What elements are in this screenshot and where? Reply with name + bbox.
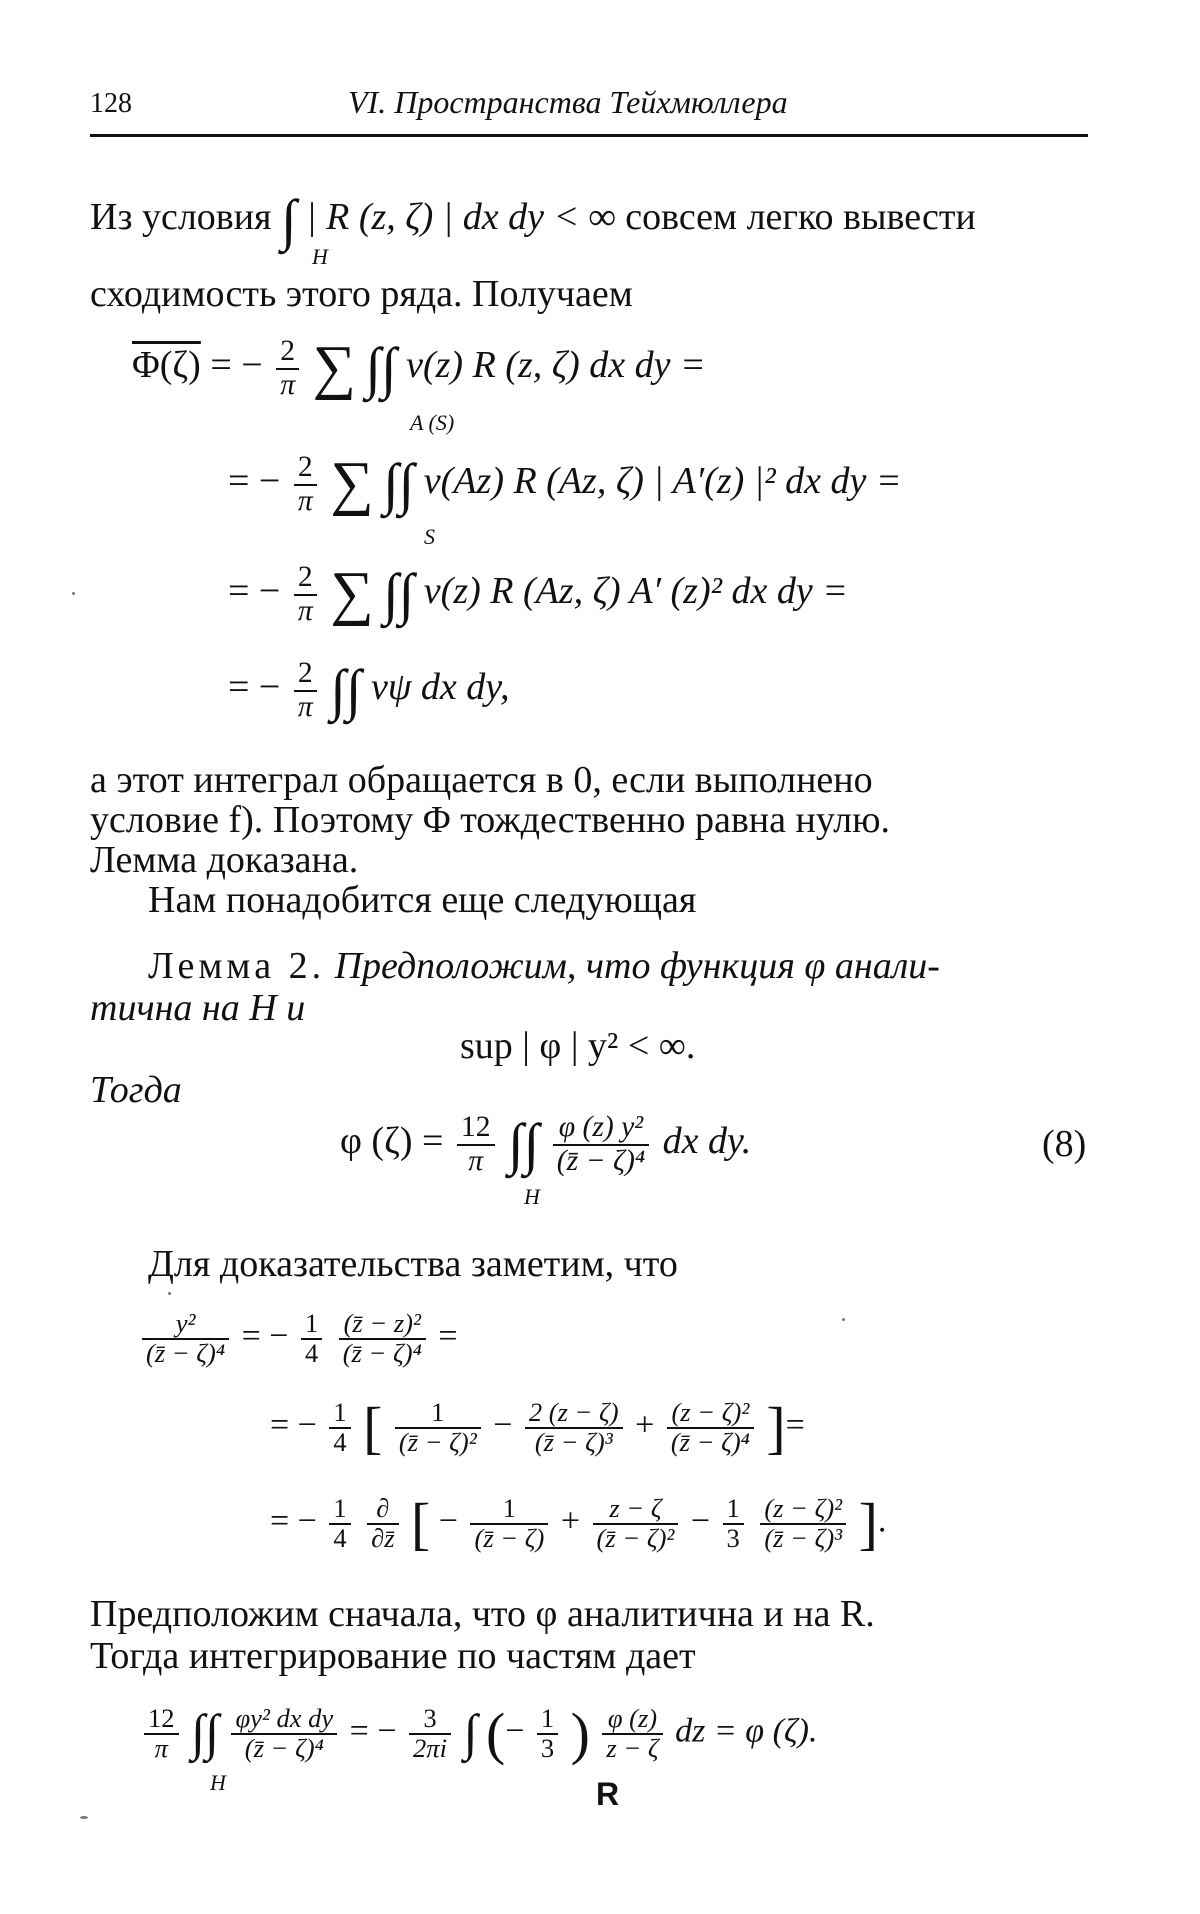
final-phi-fraction: $\frac{\varphi (z)}{z - \zeta}$	[602, 1705, 662, 1763]
phi-line4-expr: vψ dx dy,	[370, 666, 510, 709]
para1-line-1: а этот интеграл обращается в 0, если выполнено	[90, 759, 873, 801]
d3-coef-third: $\frac{1}{3}$	[723, 1495, 744, 1553]
d3-term-b: $\frac{z - \zeta}{\text{(z̄ − ζ)²}}$	[593, 1495, 679, 1553]
intro-condition: | R (z, ζ) | dx dy < ∞	[306, 196, 616, 239]
derivation-line-1: $\frac{\text{y²}}{\text{(z̄ − ζ)⁴}}$ = − $\frac{1}{4}$ $\frac{\text{(z̄ − z)²}}{\text{(z̄ − ζ)⁴}}$ =	[138, 1310, 458, 1368]
d2-term-a: $\frac{1}{\text{(z̄ − ζ)²}}$	[395, 1399, 481, 1457]
phi-line1-expr: v(z) R (z, ζ) dx dy =	[406, 344, 706, 387]
intro-text-b: совсем легко вывести	[625, 196, 976, 239]
final-coef: $\frac{12}{\pi}$	[144, 1705, 179, 1763]
phi-line3-expr: v(z) R (Az, ζ) A′ (z)² dx dy =	[423, 570, 848, 613]
para3-line-1: Предположим сначала, что φ аналитична и на R.	[90, 1593, 875, 1635]
sup-condition: sup | φ | y² < ∞.	[460, 1025, 696, 1067]
fraction-coef: $\frac{2}{\pi}$	[276, 336, 299, 400]
fraction-coef: $\frac{2}{\pi}$	[294, 452, 317, 516]
final-left-fraction: $\frac{\text{φy² dx dy}}{\text{(z̄ − ζ)⁴}}$	[231, 1705, 337, 1763]
text-line-2: сходимость этого ряда. Получаем	[90, 273, 633, 315]
d1-fraction: $\frac{\text{(z̄ − z)²}}{\text{(z̄ − ζ)⁴}}$	[339, 1310, 426, 1368]
eq8-subscript: H	[524, 1184, 540, 1209]
eq8-coef: $\frac{12}{\pi}$	[457, 1112, 495, 1176]
proof-intro: Для доказательства заметим, что	[148, 1243, 678, 1285]
final-subscript-r: R	[596, 1776, 620, 1812]
eq8-lhs: φ (ζ) =	[340, 1120, 444, 1163]
equation-number: (8)	[1042, 1123, 1087, 1165]
page-number: 128	[90, 88, 132, 119]
final-third: $\frac{1}{3}$	[537, 1705, 558, 1763]
intro-line	[90, 188, 976, 253]
derivation-line-3: = − $\frac{1}{4}$ $\frac{\partial}{\partial z̄}$ [ − $\frac{1}{(z̄ - \zeta)}$ + $\frac{z - \zeta}{\text{(z̄ − ζ)²}}$ − $\frac{1}{3}$ $\frac{\text{(z − ζ)²}}{\text{(z̄ − ζ)³}}$ ].	[270, 1491, 887, 1556]
phi-equation-line-3: = − $\frac{2}{\pi}$ ∑ ∫∫ v(z) R (Az, ζ) A′ (z)² dx dy =	[228, 560, 848, 628]
lemma-text-1: Предположим, что функция φ анали-	[334, 945, 940, 987]
para2: Нам понадобится еще следующая	[148, 879, 697, 921]
lemma-2-line-2: тична на H и	[90, 987, 306, 1029]
d1-lhs: $\frac{\text{y²}}{\text{(z̄ − ζ)⁴}}$	[142, 1310, 229, 1368]
eq8-fraction: $\frac{\text{φ (z) y²}}{\text{(z̄ − ζ)⁴}}$	[553, 1112, 649, 1176]
intro-subscript: H	[312, 244, 328, 269]
chapter-title: VI. Пространства Тейхмюллера	[348, 84, 788, 120]
phi-line2-expr: v(Az) R (Az, ζ) | A′(z) |² dx dy =	[423, 460, 902, 503]
lemma-2-line-1	[148, 944, 940, 988]
final-equation: $\frac{12}{\pi}$ ∫∫ $\frac{\text{φy² dx dy}}{\text{(z̄ − ζ)⁴}}$ = − $\frac{3}{2\pi i}$ ∫ (− $\frac{1}{3}$ ) $\frac{\varphi (z)}{z - \zeta}$ dz = φ (ζ).	[140, 1700, 818, 1767]
d3-operator: $\frac{\partial}{\partial z̄}$	[367, 1495, 398, 1553]
scan-speck	[72, 592, 75, 595]
then-label: Тогда	[90, 1069, 182, 1111]
phi-equation-line-2: = − $\frac{2}{\pi}$ ∑ ∫∫ v(Az) R (Az, ζ) | A′(z) |² dx dy =	[228, 450, 902, 518]
scan-speck	[168, 1292, 171, 1295]
para1-line-3: Лемма доказана.	[90, 839, 359, 881]
d3-term-a: $\frac{1}{(z̄ - \zeta)}$	[470, 1495, 548, 1553]
intro-text-a: Из условия	[90, 196, 272, 239]
equation-8: φ (ζ) = $\frac{12}{\pi}$ ∫∫ $\frac{\text{φ (z) y²}}{\text{(z̄ − ζ)⁴}}$ dx dy.	[340, 1111, 752, 1177]
d2-term-b: $\frac{2 (z - \zeta)}{\text{(z̄ − ζ)³}}$	[525, 1399, 623, 1457]
phi-line2-subscript: S	[424, 524, 435, 549]
phi-equation-line-4: = − $\frac{2}{\pi}$ ∫∫ vψ dx dy,	[228, 657, 510, 723]
header-rule	[90, 134, 1088, 137]
integral-sign: ∫	[281, 189, 297, 252]
eq8-tail: dx dy.	[662, 1120, 752, 1163]
phi-equation-line-1: Φ(ζ) = − $\frac{2}{\pi}$ ∑ ∫∫ v(z) R (z, ζ) dx dy =	[132, 334, 706, 402]
d2-coef: $\frac{1}{4}$	[329, 1399, 350, 1457]
phi-lhs: Φ(ζ)	[132, 344, 201, 387]
fraction-coef: $\frac{2}{\pi}$	[294, 658, 317, 722]
d1-coef: $\frac{1}{4}$	[301, 1310, 322, 1368]
lemma-heading: Лемма 2.	[148, 945, 326, 987]
final-right-coef: $\frac{3}{2\pi i}$	[409, 1705, 451, 1763]
phi-line1-subscript: A (S)	[410, 410, 455, 435]
scan-speck	[80, 1816, 88, 1819]
final-tail: dz = φ (ζ).	[675, 1712, 818, 1750]
fraction-coef: $\frac{2}{\pi}$	[294, 562, 317, 626]
d3-coef: $\frac{1}{4}$	[329, 1495, 350, 1553]
d2-term-c: $\frac{\text{(z − ζ)²}}{\text{(z̄ − ζ)⁴}}$	[667, 1399, 754, 1457]
derivation-line-2: = − $\frac{1}{4}$ [ $\frac{1}{\text{(z̄ − ζ)²}}$ − $\frac{2 (z - \zeta)}{\text{(z̄ − ζ)³}}$ + $\frac{\text{(z − ζ)²}}{\text{(z̄ − ζ)⁴}}$ ]=	[270, 1395, 805, 1460]
d3-term-d: $\frac{\text{(z − ζ)²}}{\text{(z̄ − ζ)³}}$	[760, 1495, 846, 1553]
scan-speck	[842, 1318, 845, 1321]
para3-line-2: Тогда интегрирование по частям дает	[90, 1635, 696, 1677]
final-subscript-h: H	[210, 1770, 226, 1795]
para1-line-2: условие f). Поэтому Φ тождественно равна нулю.	[90, 799, 891, 841]
